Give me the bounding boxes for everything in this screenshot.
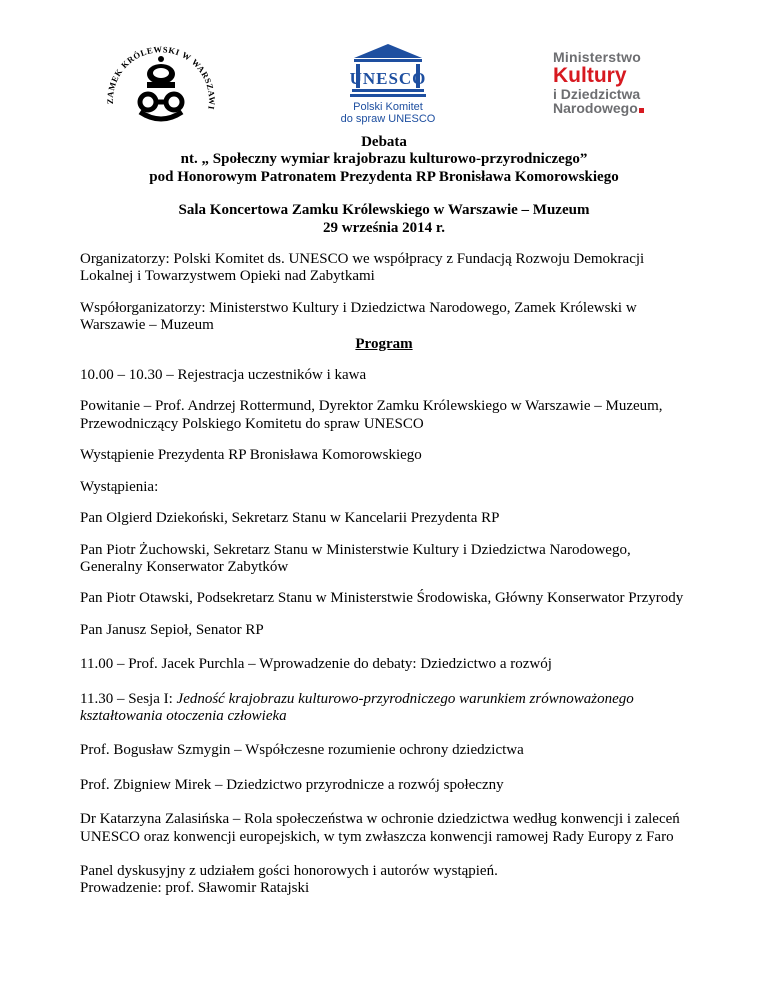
title-line1: Debata	[361, 134, 407, 150]
castle-arc-text: ZAMEK KRÓLEWSKI W WARSZAWI	[104, 44, 218, 111]
program-speaker-4: Pan Janusz Sepioł, Senator RP	[80, 621, 264, 638]
ministry-line3: i Dziedzictwa	[553, 86, 641, 102]
unesco-logo	[318, 40, 458, 130]
logo-row	[0, 40, 768, 136]
title-line2: nt. „ Społeczny wymiar krajobrazu kulturowo-przyrodniczego”	[180, 151, 588, 168]
ministry-logo	[553, 50, 673, 130]
program-session	[80, 691, 688, 726]
unesco-line2: do spraw UNESCO	[340, 113, 436, 125]
coorganizers: Współorganizatorzy: Ministerstwo Kultury i Dziedzictwa Narodowego, Zamek Królewski w Warszawie – Muzeum	[80, 299, 637, 334]
event-title	[80, 134, 688, 186]
program-moderator: Prowadzenie: prof. Sławomir Ratajski	[80, 880, 310, 897]
ministry-line4: Narodowego	[553, 100, 638, 116]
ministry-line1: Ministerstwo	[553, 49, 641, 65]
ministry-line2: Kultury	[553, 64, 627, 87]
royal-castle-logo	[100, 40, 222, 130]
program-heading: Program	[355, 335, 413, 352]
document-body	[80, 134, 688, 898]
session-prefix: 11.30 – Sesja I:	[80, 690, 177, 707]
program-speaker-3: Pan Piotr Otawski, Podsekretarz Stanu w Ministerstwie Środowiska, Główny Konserwator Przyrody	[80, 590, 684, 607]
title-line3: pod Honorowym Patronatem Prezydenta RP Bronisława Komorowskiego	[149, 168, 619, 185]
organizers: Organizatorzy: Polski Komitet ds. UNESCO we współpracy z Fundacją Rozwoju Demokracji Lokalnej i Towarzystwem Opieki nad Zabytkami	[80, 251, 645, 285]
unesco-wordmark: UNESCO	[349, 69, 427, 88]
program-speaker-2: Pan Piotr Żuchowski, Sekretarz Stanu w Ministerstwie Kultury i Dziedzictwa Narodowego, Generalny Konserwator Zabytków	[80, 541, 631, 575]
program-talk-2: Prof. Zbigniew Mirek – Dziedzictwo przyrodnicze a rozwój społeczny	[80, 776, 504, 793]
unesco-line1: Polski Komitet	[353, 101, 423, 113]
session-title: Jedność krajobrazu kulturowo-przyrodniczego warunkiem zrównoważonego kształtowania otoczenia człowieka	[80, 690, 634, 724]
ministry-dot-icon	[639, 108, 644, 113]
program-president: Wystąpienie Prezydenta RP Bronisława Komorowskiego	[80, 447, 422, 464]
program-registration: 10.00 – 10.30 – Rejestracja uczestników i kawa	[80, 367, 367, 384]
event-venue-block	[80, 202, 688, 237]
program-talk-1: Prof. Bogusław Szmygin – Współczesne rozumienie ochrony dziedzictwa	[80, 742, 524, 759]
scroll-ornament-icon	[140, 94, 182, 119]
venue: Sala Koncertowa Zamku Królewskiego w Warszawie – Muzeum	[178, 202, 590, 219]
program-intro: 11.00 – Prof. Jacek Purchla – Wprowadzenie do debaty: Dziedzictwo a rozwój	[80, 656, 552, 673]
program-talk-3: Dr Katarzyna Zalasińska – Rola społeczeństwa w ochronie dziedzictwa według konwencji i zaleceń UNESCO oraz konwencji europejskich, w tym zwłaszcza konwencji ramowej Rady Europy z Faro	[80, 811, 680, 845]
program-speaker-1: Pan Olgierd Dziekoński, Sekretarz Stanu w Kancelarii Prezydenta RP	[80, 510, 500, 527]
program-panel: Panel dyskusyjny z udziałem gości honorowych i autorów wystąpień.	[80, 862, 498, 879]
program-speeches-label: Wystąpienia:	[80, 478, 159, 495]
crown-icon	[147, 56, 175, 88]
program-welcome: Powitanie – Prof. Andrzej Rottermund, Dyrektor Zamku Królewskiego w Warszawie – Muzeum, Przewodniczący Polskiego Komitetu do spraw UNESCO	[80, 398, 663, 432]
event-date: 29 września 2014 r.	[323, 219, 445, 236]
